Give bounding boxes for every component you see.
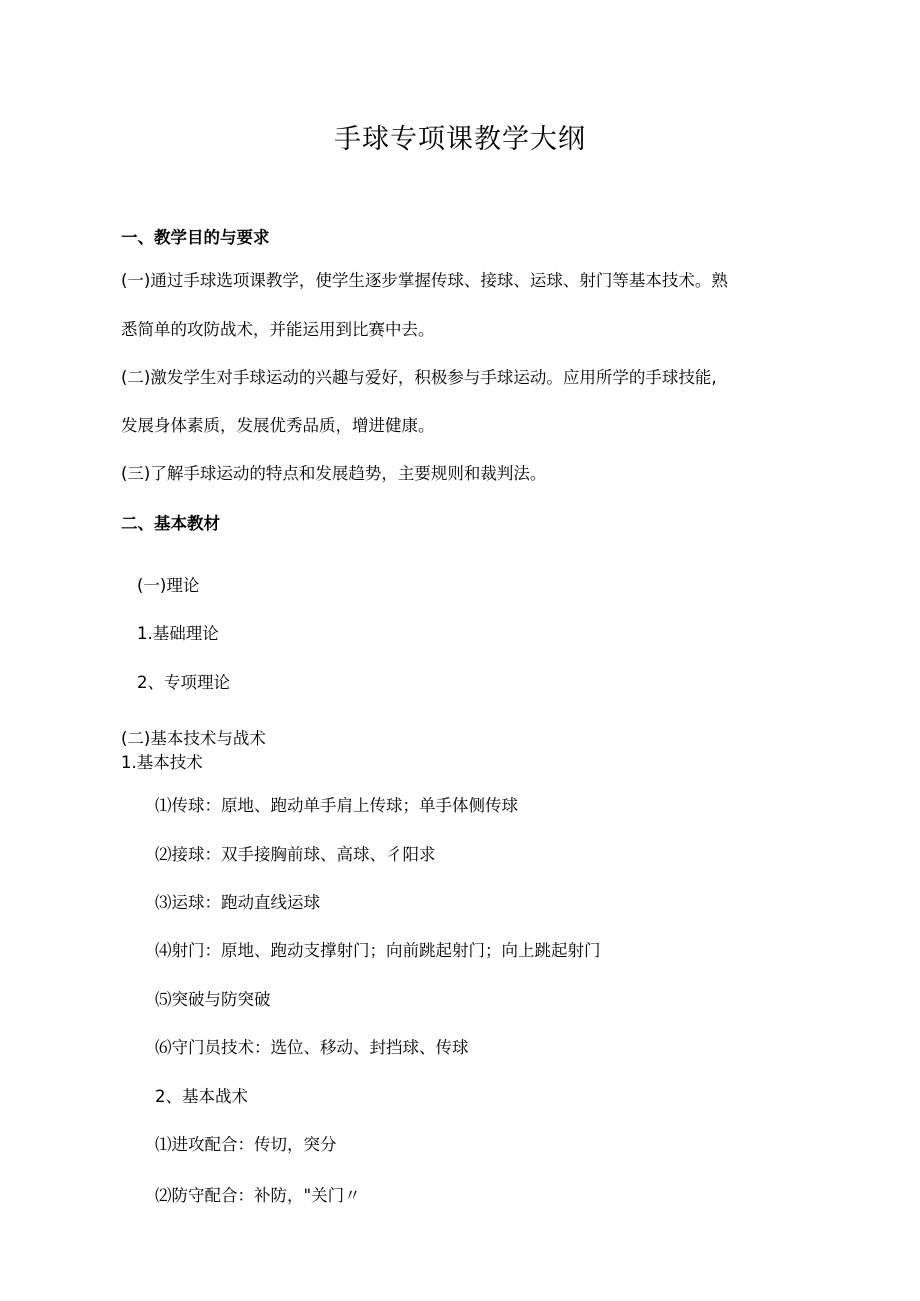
list-item: 2、基本战术 bbox=[155, 1087, 248, 1106]
list-item: ⑸突破与防突破 bbox=[155, 990, 271, 1009]
paragraph-line: (三)了解手球运动的特点和发展趋势，主要规则和裁判法。 bbox=[121, 464, 547, 483]
list-item: 1.基本技术 bbox=[121, 753, 203, 772]
subsection-techniques: (二)基本技术与战术 bbox=[121, 729, 266, 748]
list-item: ⑷射门：原地、跑动支撑射门；向前跳起射门；向上跳起射门 bbox=[155, 941, 601, 960]
section-heading-materials: 二、基本教材 bbox=[121, 514, 220, 533]
subsection-theory: (一)理论 bbox=[137, 576, 200, 595]
list-item: 2、专项理论 bbox=[137, 673, 230, 692]
list-item: ⑶运球：跑动直线运球 bbox=[155, 893, 320, 912]
list-item: ⑹守门员技术：选位、移动、封挡球、传球 bbox=[155, 1038, 469, 1057]
list-item: ⑴传球：原地、跑动单手肩上传球；单手体侧传球 bbox=[155, 796, 518, 815]
paragraph-line: (二)激发学生对手球运动的兴趣与爱好，积极参与手球运动。应用所学的手球技能, bbox=[121, 368, 717, 387]
list-item: ⑴进攻配合：传切，突分 bbox=[155, 1135, 337, 1154]
paragraph-line: 悉简单的攻防战术，并能运用到比赛中去。 bbox=[121, 320, 435, 339]
list-item: 1.基础理论 bbox=[137, 624, 219, 643]
document-title: 手球专项课教学大纲 bbox=[334, 124, 586, 155]
list-item: ⑵接球：双手接胸前球、高球、彳阳求 bbox=[155, 845, 436, 864]
paragraph-line: (一)通过手球选项课教学，使学生逐步掌握传球、接球、运球、射门等基本技术。熟 bbox=[121, 271, 728, 290]
list-item: ⑵防守配合：补防，"关门〃 bbox=[155, 1186, 361, 1205]
section-heading-objectives: 一、教学目的与要求 bbox=[121, 228, 270, 247]
paragraph-line: 发展身体素质，发展优秀品质，增进健康。 bbox=[121, 416, 435, 435]
